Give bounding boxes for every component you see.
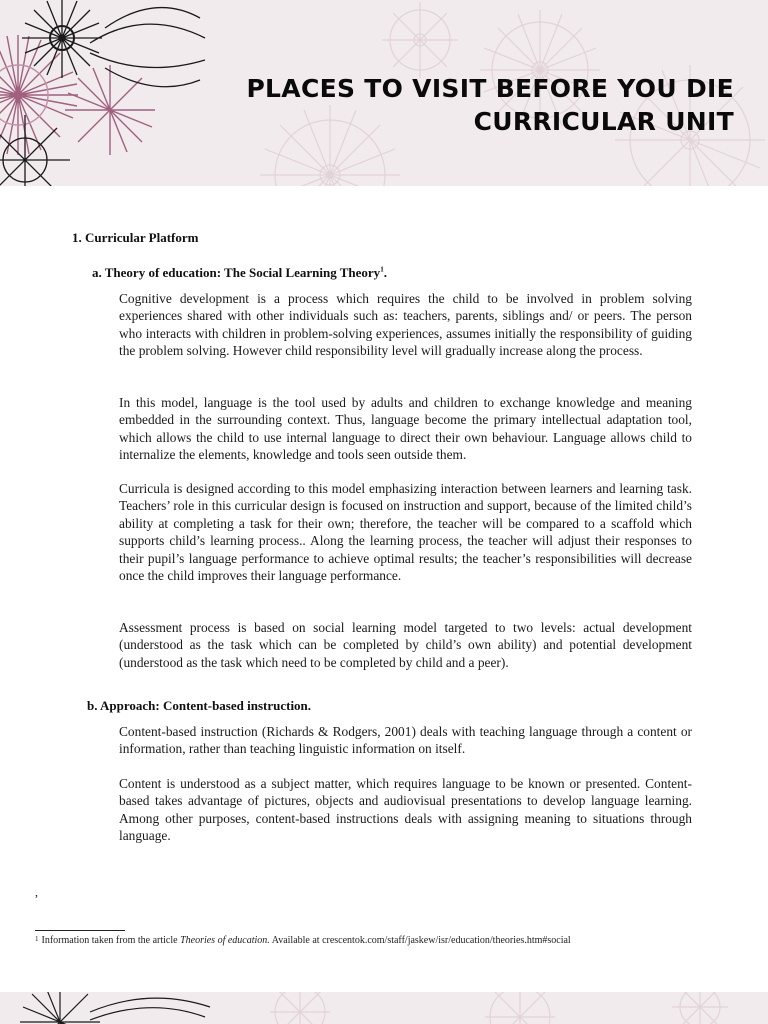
paragraph: Assessment process is based on social learning model targeted to two levels: actual development (understood as the task which can be completed by child’s own ability) and potential development (understood as the task which need to be completed by child and a peer). xyxy=(119,620,692,670)
subsection-b-heading: b. Approach: Content-based instruction. xyxy=(87,698,312,713)
paragraph: Content is understood as a subject matter, which requires language to be known or presented. Content-based takes advantage of pictures, objects and audiovisual presentations to develop language learning. Among other purposes, content-based instructions deals with assigning meaning to situations through language. xyxy=(119,776,692,844)
page-title xyxy=(246,72,734,138)
paragraph: Cognitive development is a process which requires the child to be involved in problem solving experiences shared with other individuals such as: teachers, parents, siblings and/ or peers. The person who interacts with children in problem-solving experiences, assumes initially the responsibility of guiding the problem solving. However child responsibility level will gradually increase along the process. xyxy=(119,291,692,359)
footnote-divider xyxy=(35,930,125,931)
section-heading: 1. Curricular Platform xyxy=(72,230,199,245)
floral-footer-icon xyxy=(0,992,768,1024)
subsection-a-text: a. Theory of education: The Social Learning Theory xyxy=(92,265,381,280)
title-line-1: PLACES TO VISIT BEFORE YOU DIE xyxy=(246,74,734,103)
paragraph: Curricula is designed according to this model emphasizing interaction between learners and learning task. Teachers’ role in this curricular design is focused on instruction and support, because of the limited child’s ability at completing a task for their own; therefore, the teacher will be compared to a scaffold which supports child’s learning process.. Along the learning process, the teacher will adjust their responses to their pupil’s language performance to achieve optimal results; the teacher’s responsibilities will decrease once the child improves their language performance. xyxy=(119,481,692,584)
paragraph: In this model, language is the tool used by adults and children to exchange knowledge and meaning embedded in the surrounding context. Thus, language become the primary intellectual adaptation tool, which allows the child to use internal language to direct their own behaviour. Language allows child to internalize the elements, knowledge and tools seen outside them. xyxy=(119,395,692,463)
subsection-a-heading xyxy=(92,265,387,281)
footnote-mark: 1 xyxy=(35,935,39,943)
title-line-2: CURRICULAR UNIT xyxy=(473,107,734,136)
header-banner xyxy=(0,0,768,186)
footnote-text-after: Available at crescentok.com/staff/jaskew/isr/education/theories.htm#social xyxy=(269,935,571,946)
stray-mark: , xyxy=(35,885,38,899)
footnote-italic: Theories of education. xyxy=(180,935,270,946)
footnote xyxy=(35,935,571,946)
footnote-text-before: Information taken from the article xyxy=(41,935,181,946)
footnote-ref: 1 xyxy=(380,265,384,274)
subsection-a-trail: . xyxy=(383,265,387,280)
footer-banner xyxy=(0,992,768,1024)
paragraph: Content-based instruction (Richards & Rodgers, 2001) deals with teaching language through a content or information, rather than teaching linguistic information on itself. xyxy=(119,724,692,757)
